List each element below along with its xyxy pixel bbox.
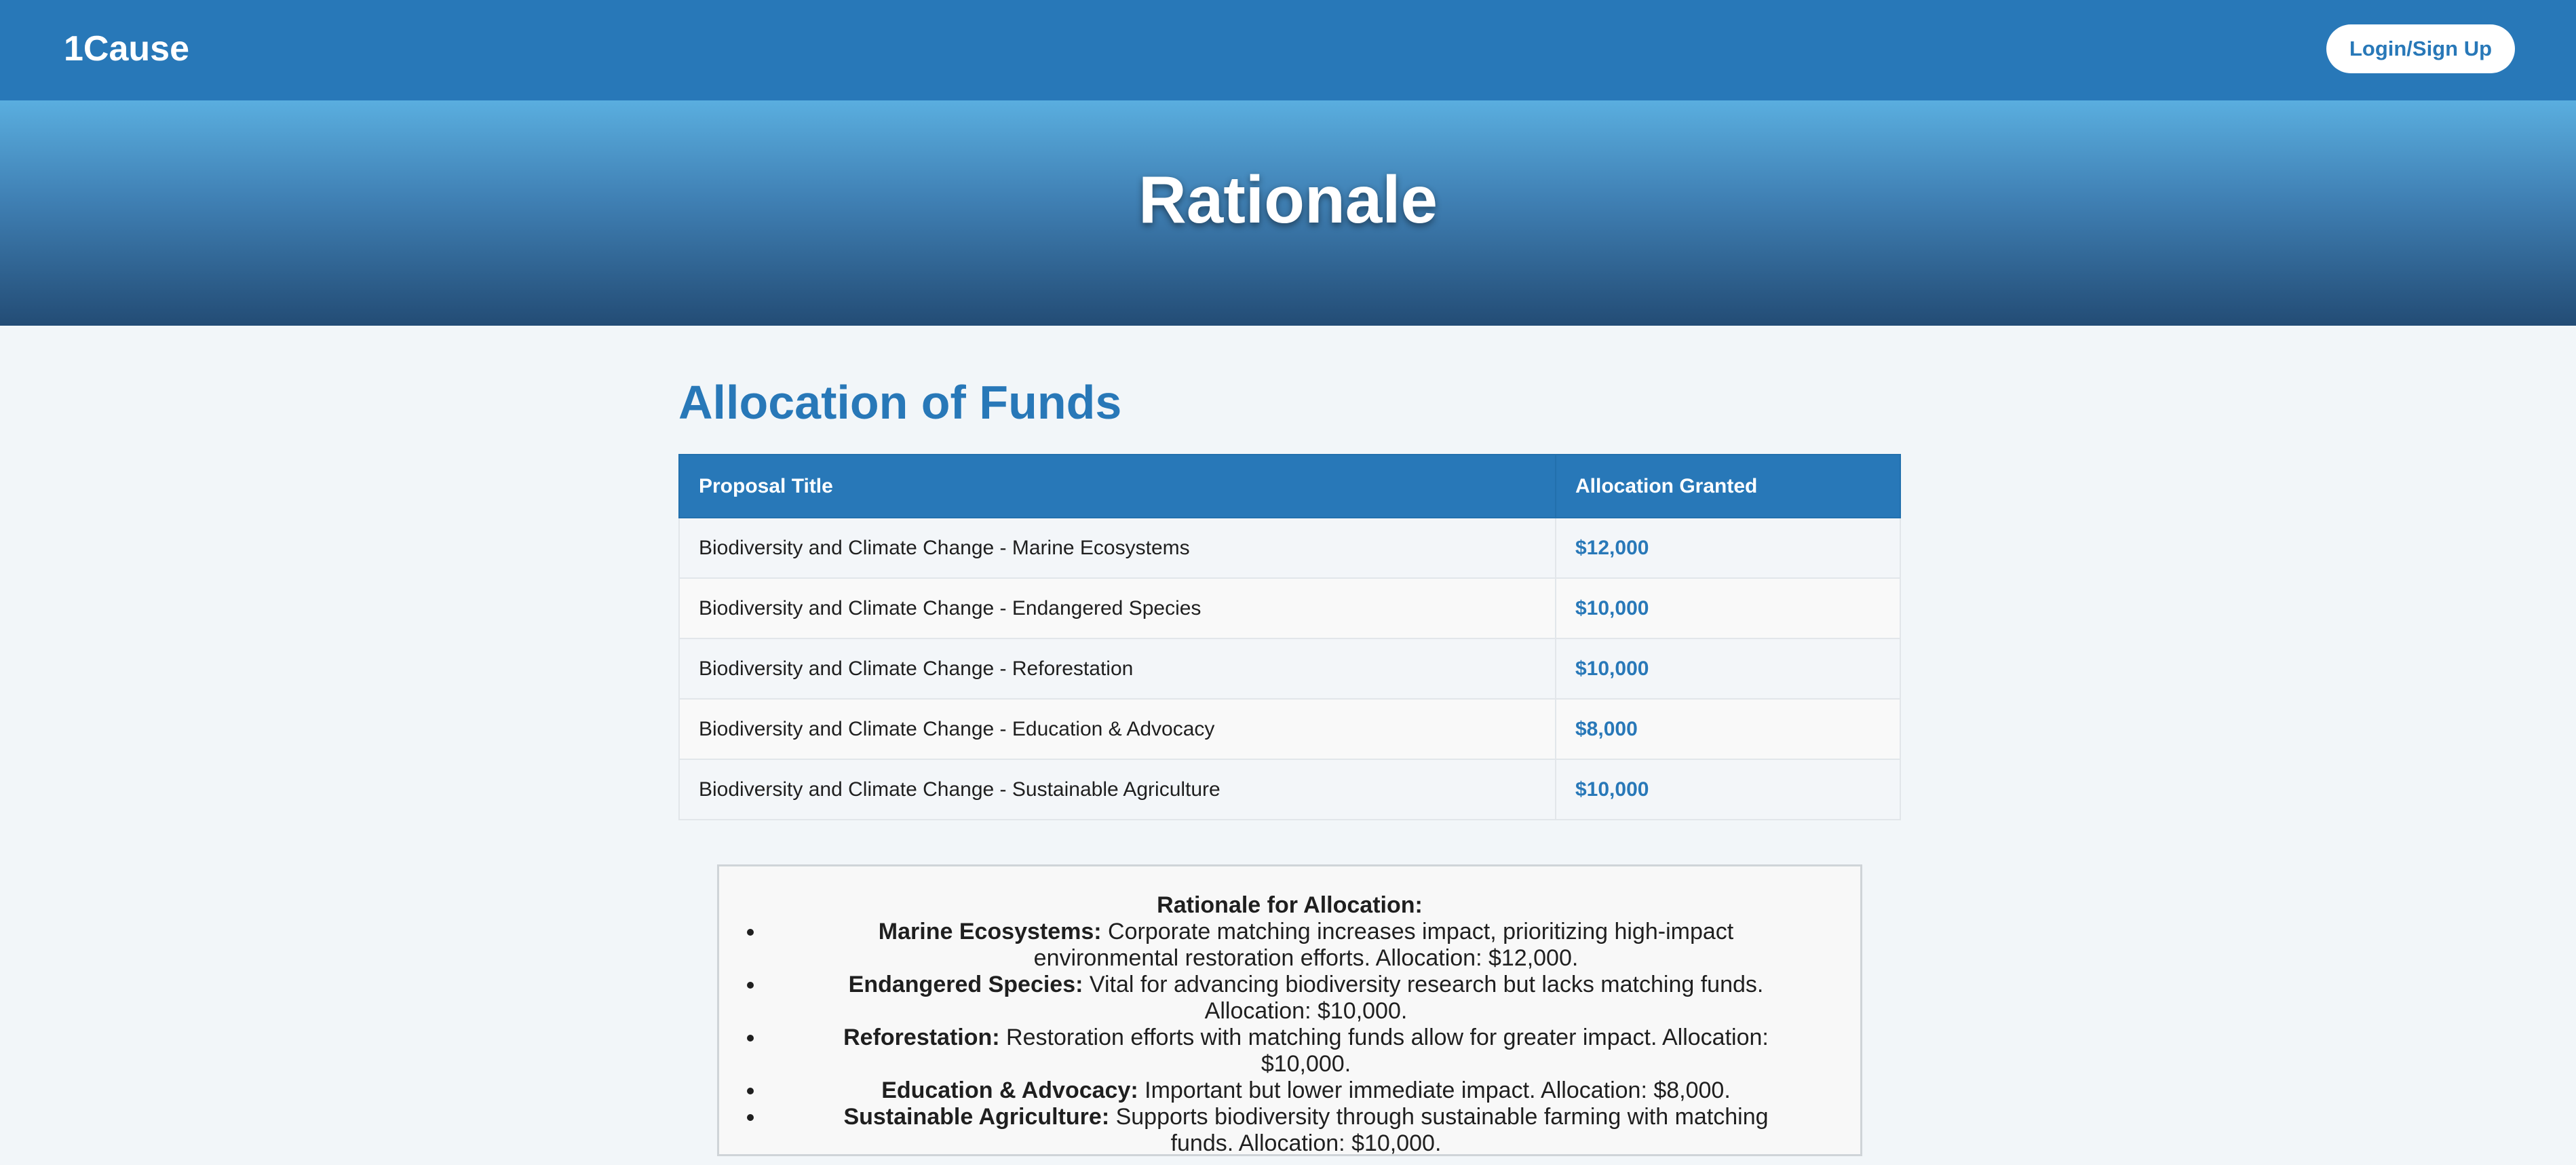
table-row xyxy=(679,759,1900,820)
rationale-item-text: Supports biodiversity through sustainable farming with matching funds. Allocation: $10,000. xyxy=(1115,1104,1769,1156)
login-signup-button[interactable]: Login/Sign Up xyxy=(2326,24,2515,73)
list-item xyxy=(765,1077,1847,1104)
proposal-title-cell: Biodiversity and Climate Change - Marine Ecosystems xyxy=(679,518,1556,578)
proposal-title-cell: Biodiversity and Climate Change - Sustainable Agriculture xyxy=(679,759,1556,820)
allocation-amount-cell: $10,000 xyxy=(1556,759,1900,820)
list-item xyxy=(765,1025,1847,1077)
list-item xyxy=(765,919,1847,972)
rationale-item-text: Important but lower immediate impact. Allocation: $8,000. xyxy=(1145,1077,1731,1103)
proposal-title-cell: Biodiversity and Climate Change - Endangered Species xyxy=(679,578,1556,638)
proposal-title-cell: Biodiversity and Climate Change - Education & Advocacy xyxy=(679,699,1556,759)
page-title: Rationale xyxy=(1138,162,1438,237)
rationale-item-text: Restoration efforts with matching funds allow for greater impact. Allocation: $10,000. xyxy=(1006,1025,1769,1077)
rationale-item-label: Sustainable Agriculture: xyxy=(843,1104,1110,1130)
column-header-proposal-title: Proposal Title xyxy=(679,455,1556,518)
column-header-allocation-granted: Allocation Granted xyxy=(1556,455,1900,518)
allocation-amount-cell: $10,000 xyxy=(1556,638,1900,699)
allocation-amount-cell: $10,000 xyxy=(1556,578,1900,638)
hero-banner xyxy=(0,100,2576,326)
rationale-list xyxy=(733,919,1847,1157)
brand-logo[interactable]: 1Cause xyxy=(64,29,189,69)
allocation-title: Allocation of Funds xyxy=(678,376,1122,429)
list-item xyxy=(765,972,1847,1025)
top-navbar xyxy=(0,0,2576,100)
allocation-amount-cell: $12,000 xyxy=(1556,518,1900,578)
rationale-item-label: Education & Advocacy: xyxy=(881,1077,1138,1103)
table-header-row xyxy=(679,455,1900,518)
list-item xyxy=(765,1104,1847,1157)
table-row xyxy=(679,638,1900,699)
table-row xyxy=(679,578,1900,638)
rationale-item-text: Corporate matching increases impact, prioritizing high-impact environmental restoration efforts. Allocation: $12,000. xyxy=(1033,919,1734,971)
rationale-item-label: Marine Ecosystems: xyxy=(878,919,1102,944)
table-row xyxy=(679,518,1900,578)
rationale-item-text: Vital for advancing biodiversity research but lacks matching funds. Allocation: $10,000. xyxy=(1089,972,1764,1024)
rationale-item-label: Reforestation: xyxy=(843,1025,1000,1050)
allocation-amount-cell: $8,000 xyxy=(1556,699,1900,759)
proposal-title-cell: Biodiversity and Climate Change - Reforestation xyxy=(679,638,1556,699)
allocation-table xyxy=(678,454,1901,820)
rationale-box xyxy=(717,864,1862,1156)
table-row xyxy=(679,699,1900,759)
rationale-item-label: Endangered Species: xyxy=(848,972,1083,997)
rationale-heading: Rationale for Allocation: xyxy=(1157,892,1423,918)
